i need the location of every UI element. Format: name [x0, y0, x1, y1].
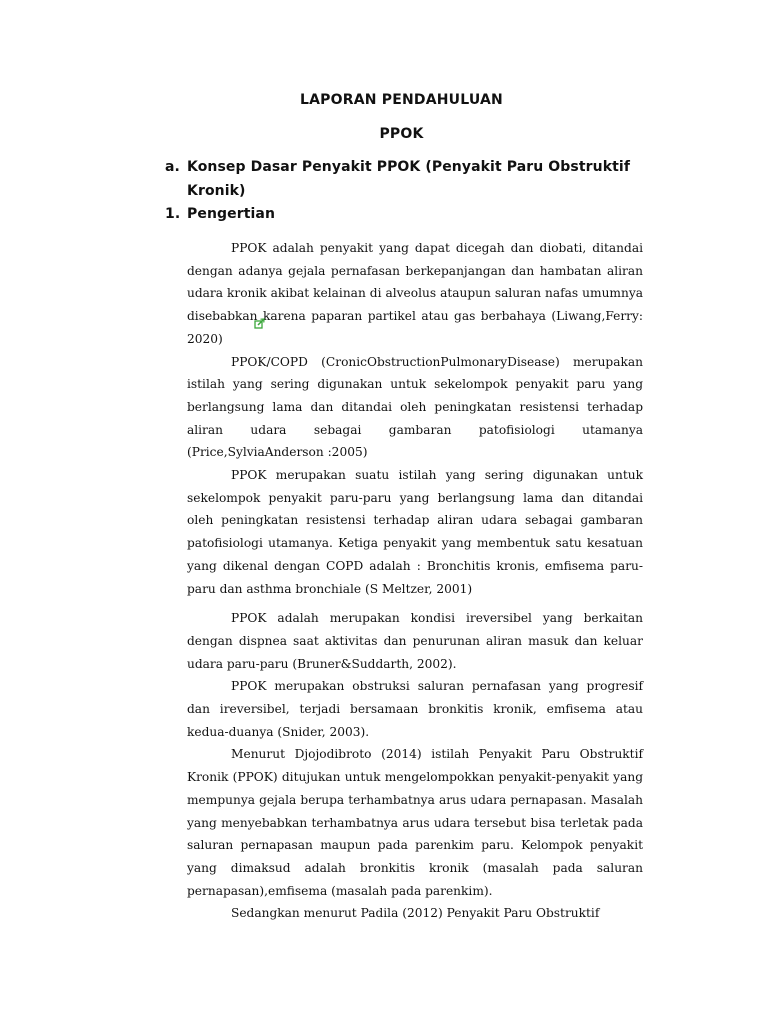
paragraph-2: PPOK/COPD (CronicObstructionPulmonaryDisease) merupakan istilah yang sering digunakan untuk sekelompok penyakit paru yang berlangsung lama dan ditandai oleh peningkatan resistensi terhadap aliran udara sebagai gambaran patofisiologi utamanya (Price,SylviaAnderson :2005) — [187, 354, 643, 460]
section-a-heading-line1: Konsep Dasar Penyakit PPOK (Penyakit Paru Obstruktif — [187, 159, 631, 175]
paragraph-1: PPOK adalah penyakit yang dapat dicegah dan diobati, ditandai dengan adanya gejala pernafasan berkepanjangan dan hambatan aliran udara kronik akibat kelainan di alveolus ataupun saluran nafas umumnya disebabkan karena paparan partikel atau gas berbahaya (Liwang,Ferry: 2020) — [187, 241, 643, 346]
edit-comment-icon[interactable] — [254, 318, 265, 329]
document-title: LAPORAN PENDAHULUAN — [300, 92, 503, 108]
section-a-heading-line2: Kronik) — [187, 183, 246, 199]
paragraph-7: Sedangkan menurut Padila (2012) Penyakit Paru Obstruktif — [231, 906, 600, 921]
paragraph-3: PPOK merupakan suatu istilah yang sering digunakan untuk sekelompok penyakit paru-paru yang berlangsung lama dan ditandai oleh peningkatan resistensi terhadap aliran udara sebagai gambaran patofisiologi utamanya. Ketiga penyakit yang membentuk satu kesatuan yang dikenal dengan COPD adalah : Bronchitis kronis, emfisema paru-paru dan asthma bronchiale (S Meltzer, 2001) — [187, 468, 643, 596]
paragraph-4: PPOK adalah merupakan kondisi ireversibel yang berkaitan dengan dispnea saat aktivitas dan penurunan aliran masuk dan keluar udara paru-paru (Bruner&Suddarth, 2002). — [187, 611, 643, 671]
body-text — [187, 237, 643, 925]
paragraph-6: Menurut Djojodibroto (2014) istilah Penyakit Paru Obstruktif Kronik (PPOK) ditujukan untuk mengelompokkan penyakit-penyakit yang mempunya gejala berupa terhambatnya arus udara pernapasan. Masalah yang menyebabkan terhambatnya arus udara tersebut bisa terletak pada saluran pernapasan maupun pada parenkim paru. Kelompok penyakit yang dimaksud adalah bronkitis kronik (masalah pada saluran pernapasan),emfisema (masalah pada parenkim). — [187, 747, 643, 898]
paragraph-5: PPOK merupakan obstruksi saluran pernafasan yang progresif dan ireversibel, terjadi bersamaan bronkitis kronik, emfisema atau kedua-duanya (Snider, 2003). — [187, 679, 643, 739]
section-a-marker: a. — [165, 159, 180, 175]
section-1-heading: Pengertian — [187, 206, 276, 222]
document-subtitle: PPOK — [379, 126, 424, 142]
section-1-marker: 1. — [165, 206, 181, 222]
